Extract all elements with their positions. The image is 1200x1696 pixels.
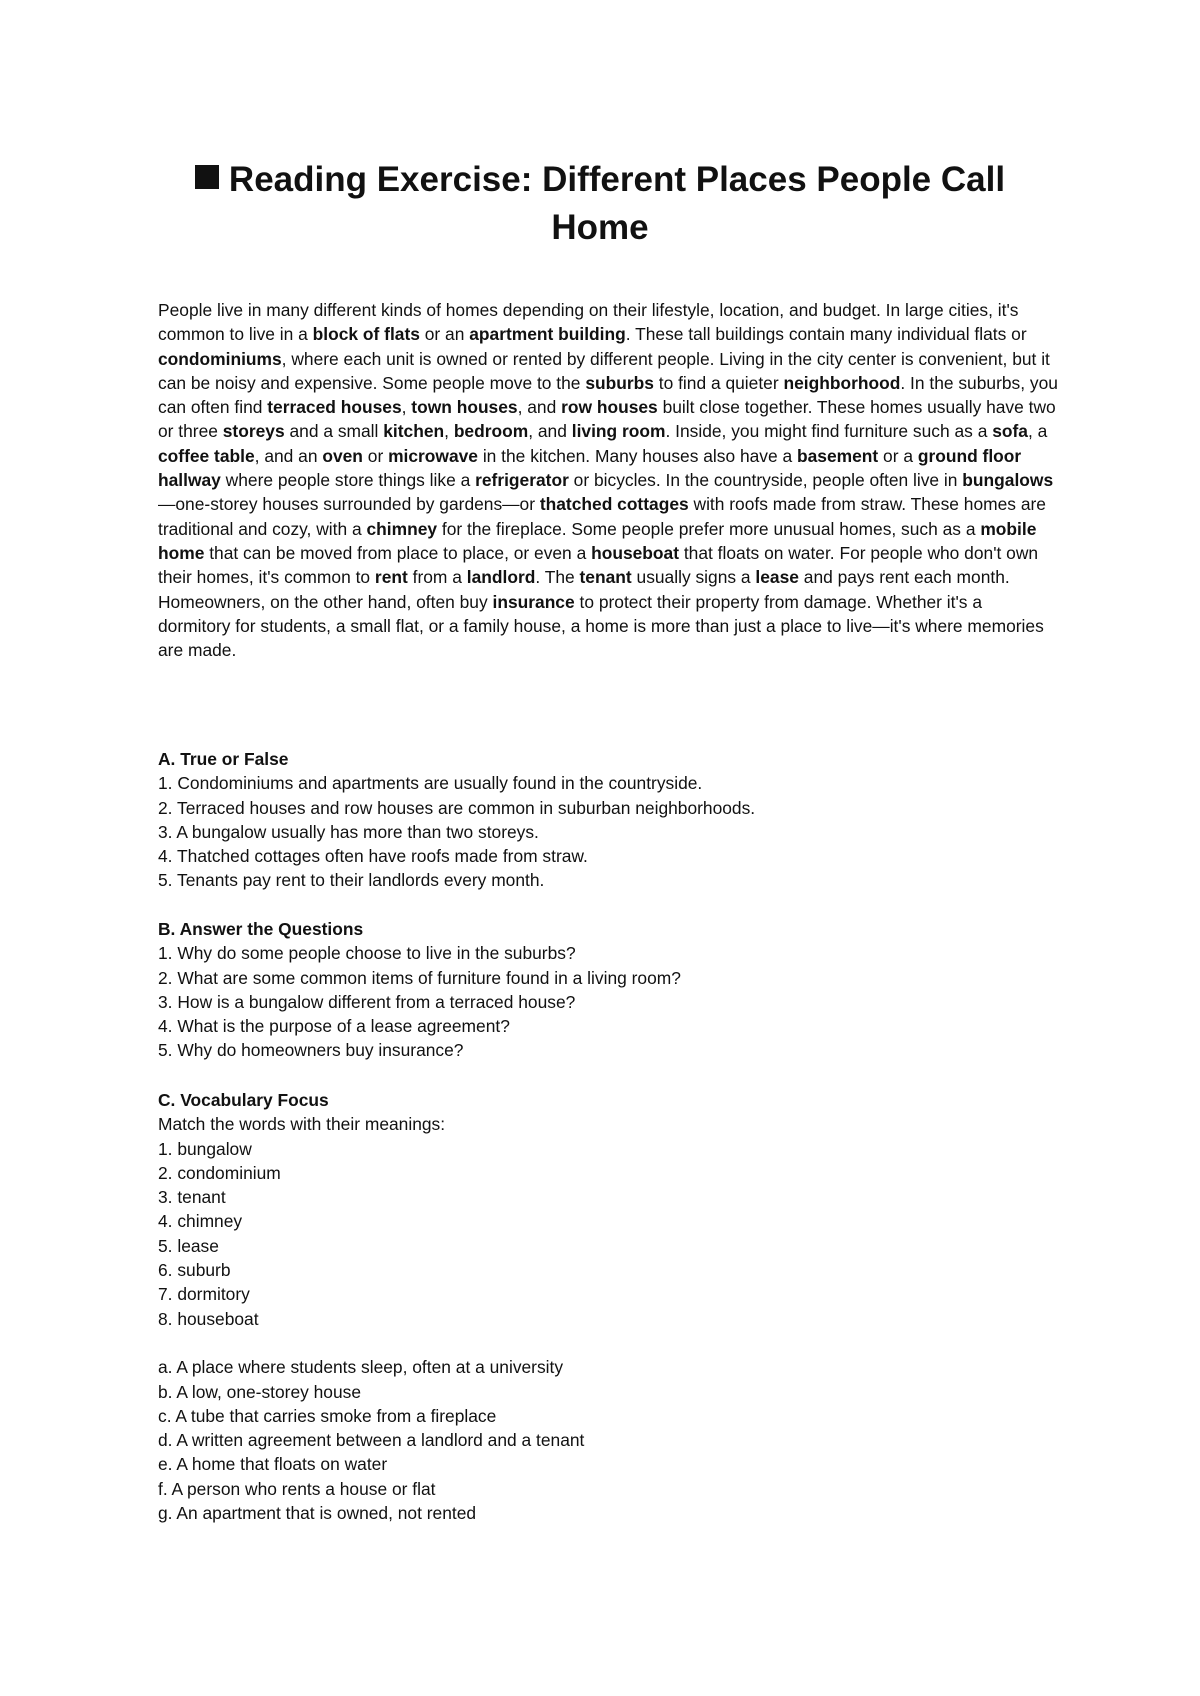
question-list [158, 941, 1058, 1062]
true-false-item: 5. Tenants pay rent to their landlords every month. [158, 870, 545, 891]
vocabulary-word: 3. tenant [158, 1187, 226, 1208]
key-term: tenant [579, 567, 632, 588]
vocabulary-word: 8. houseboat [158, 1308, 259, 1329]
key-term: living room [571, 421, 666, 442]
section-b-heading: B. Answer the Questions [158, 919, 364, 939]
key-term: terraced houses [267, 397, 402, 418]
key-term: bedroom [453, 421, 529, 442]
key-term: coffee table [158, 445, 255, 466]
passage-text: , and [528, 421, 572, 442]
passage-text: from a [407, 567, 467, 588]
vocabulary-meaning: d. A written agreement between a landlord and a tenant [158, 1430, 585, 1451]
vocabulary-word: 1. bungalow [158, 1138, 252, 1159]
page-title-text: Reading Exercise: Different Places People Call Home [228, 160, 1006, 247]
key-term: lease [755, 567, 799, 588]
passage-text: usually signs a [631, 567, 756, 588]
key-term: ground floor hallway [158, 445, 1022, 491]
passage-text: and a small [284, 421, 384, 442]
key-term: oven [322, 445, 363, 466]
section-answer-questions [158, 917, 1058, 1063]
key-term: bungalows [962, 470, 1054, 491]
passage-text: , a [1027, 421, 1048, 442]
key-term: landlord [466, 567, 536, 588]
passage-text: or a [878, 445, 918, 466]
key-term: refrigerator [475, 470, 569, 491]
key-term: sofa [992, 421, 1028, 442]
key-term: apartment building [469, 324, 626, 345]
passage-text: , where each unit is owned or rented by different people. Living in the city center is convenient, but it can be noisy and expensive. Some people move to the [158, 348, 1050, 393]
passage-text: . Inside, you might find furniture such as a [665, 421, 993, 442]
passage-text: to protect their property from damage. Whether it's a dormitory for students, a small flat, or a family house, a home is more than just a place to live—it's where memories are made. [158, 591, 1044, 661]
passage-text: —one-storey houses surrounded by gardens—or [158, 494, 540, 515]
key-term: neighborhood [783, 372, 901, 393]
passage-text: in the kitchen. Many houses also have a [477, 445, 798, 466]
passage-text: , [444, 421, 454, 442]
page-title [150, 156, 1050, 252]
vocabulary-word-list [158, 1137, 1058, 1331]
key-term: houseboat [591, 542, 679, 563]
passage-text: or [362, 445, 389, 466]
section-a-heading: A. True or False [158, 749, 289, 769]
section-c-instruction: Match the words with their meanings: [158, 1114, 446, 1135]
passage-text: for the fireplace. Some people prefer more unusual homes, such as a [437, 518, 981, 539]
passage-text: that can be moved from place to place, or even a [204, 542, 592, 563]
vocabulary-meaning: e. A home that floats on water [158, 1454, 388, 1475]
passage-text: . In the suburbs, you can often find [158, 372, 1058, 418]
key-term: thatched cottages [539, 494, 689, 515]
key-term: condominiums [158, 348, 282, 369]
passage-text: where people store things like a [220, 470, 476, 491]
key-term: microwave [388, 445, 478, 466]
true-false-list [158, 771, 1058, 892]
passage-text: . These tall buildings contain many individual flats or [625, 324, 1027, 345]
question-item: 3. How is a bungalow different from a terraced house? [158, 991, 576, 1012]
vocabulary-meaning-list [158, 1355, 1058, 1525]
passage-text: People live in many different kinds of homes depending on their lifestyle, location, and budget. In large cities, it's common to live in a [158, 300, 1019, 345]
key-term: storeys [222, 421, 285, 442]
spacer [158, 1331, 1058, 1355]
vocabulary-word: 2. condominium [158, 1162, 281, 1183]
key-term: kitchen [383, 421, 445, 442]
key-term: mobile home [158, 518, 1037, 563]
vocabulary-meaning: c. A tube that carries smoke from a fireplace [158, 1405, 497, 1426]
key-term: rent [374, 567, 408, 588]
vocabulary-meaning: b. A low, one-storey house [158, 1381, 362, 1402]
vocabulary-word: 6. suburb [158, 1260, 231, 1281]
key-term: chimney [366, 518, 438, 539]
true-false-item: 4. Thatched cottages often have roofs made from straw. [158, 846, 588, 867]
question-item: 1. Why do some people choose to live in the suburbs? [158, 943, 576, 964]
true-false-item: 1. Condominiums and apartments are usually found in the countryside. [158, 773, 703, 794]
passage-text: that floats on water. For people who don't own their homes, it's common to [158, 542, 1039, 588]
passage-text: , and an [254, 445, 323, 466]
passage-text: and pays rent each month. Homeowners, on the other hand, often buy [158, 567, 1010, 612]
key-term: insurance [492, 591, 575, 612]
key-term: suburbs [585, 372, 654, 393]
passage-text: with roofs made from straw. These homes are traditional and cozy, with a [158, 494, 1046, 539]
key-term: basement [797, 445, 879, 466]
passage-text: or an [419, 324, 470, 345]
key-term: block of flats [312, 324, 420, 345]
reading-passage [158, 298, 1058, 662]
true-false-item: 3. A bungalow usually has more than two storeys. [158, 821, 539, 842]
black-square-icon [195, 165, 219, 189]
vocabulary-meaning: g. An apartment that is owned, not rented [158, 1503, 477, 1524]
vocabulary-meaning: f. A person who rents a house or flat [158, 1478, 436, 1499]
question-item: 4. What is the purpose of a lease agreement? [158, 1016, 510, 1037]
true-false-item: 2. Terraced houses and row houses are common in suburban neighborhoods. [158, 797, 756, 818]
vocabulary-word: 7. dormitory [158, 1284, 250, 1305]
key-term: town houses [411, 397, 518, 418]
key-term: row houses [561, 397, 658, 418]
passage-text: or bicycles. In the countryside, people often live in [568, 470, 963, 491]
passage-text: , and [517, 397, 562, 418]
question-item: 2. What are some common items of furniture found in a living room? [158, 967, 681, 988]
passage-text: , [401, 397, 412, 418]
passage-text: . The [535, 567, 580, 588]
vocabulary-word: 5. lease [158, 1235, 219, 1256]
passage-text: to find a quieter [653, 372, 784, 393]
section-vocabulary-focus [158, 1088, 1058, 1525]
question-item: 5. Why do homeowners buy insurance? [158, 1040, 464, 1061]
vocabulary-word: 4. chimney [158, 1211, 243, 1232]
passage-text: built close together. These homes usually have two or three [158, 397, 1056, 442]
vocabulary-meaning: a. A place where students sleep, often at a university [158, 1357, 564, 1378]
section-true-or-false [158, 747, 1058, 893]
section-c-heading: C. Vocabulary Focus [158, 1090, 329, 1110]
